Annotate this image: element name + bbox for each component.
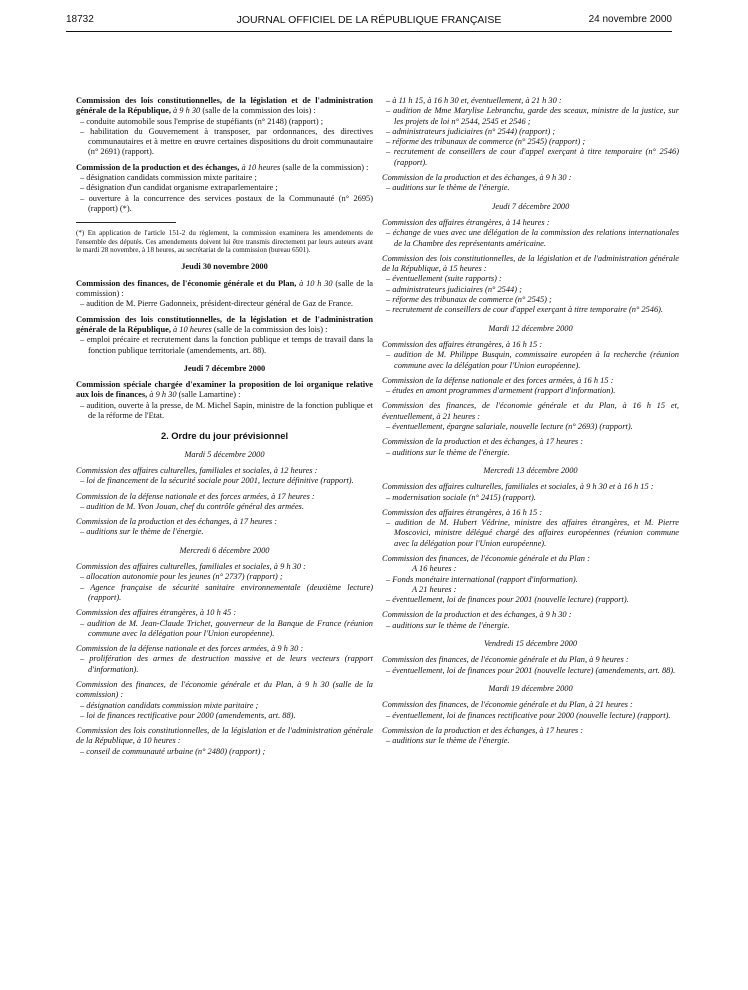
meeting-room: (salle de la commission) : (76, 278, 374, 299)
agenda-entry (382, 376, 679, 397)
time-subheading: A 21 heures : (412, 584, 457, 594)
committee-heading: Commission des affaires étrangères, à 10 h 45 : (76, 608, 237, 618)
agenda-item: – audition de Mme Marylise Lebranchu, garde des sceaux, ministre de la justice, sur les projets de loi n° 2544, 2545 et 2546 ; (386, 106, 679, 126)
agenda-entry (382, 437, 679, 458)
agenda-entry (76, 163, 373, 214)
agenda-item: – auditions sur le thème de l'énergie. (80, 527, 204, 537)
day-heading: Mardi 5 décembre 2000 (184, 449, 265, 459)
committee-name: Commission spéciale chargée d'examiner la proposition de loi organique relative aux lois de finances, (76, 380, 373, 400)
agenda-entry (76, 315, 373, 356)
agenda-item: – études en amont programmes d'armement (rapport d'information). (386, 386, 616, 396)
agenda-entry (382, 508, 679, 549)
committee-heading: Commission des affaires étrangères, à 16 h 15 : (382, 339, 543, 349)
agenda-entry (76, 644, 373, 675)
agenda-entry (382, 700, 679, 721)
agenda-entry (382, 610, 679, 631)
agenda-item: – recrutement de conseillers de cour d'appel exerçant à titre temporaire (n° 2546) (rapport). (386, 147, 679, 167)
committee-heading: Commission des lois constitutionnelles, de la législation et de l'administration générale de la République, à 15 heures : (382, 253, 679, 274)
agenda-item: – loi de finances rectificative pour 2000 (amendements, art. 88). (80, 710, 296, 720)
agenda-entry (76, 380, 373, 421)
agenda-entry (76, 96, 373, 158)
agenda-entry (382, 96, 679, 168)
agenda-entry (382, 340, 679, 371)
meeting-room: (salle de la commission des lois) : (213, 324, 328, 334)
committee-heading: Commission de la production et des échanges, à 9 h 30 : (382, 610, 572, 620)
agenda-item: – désignation candidats commission mixte paritaire ; (80, 700, 259, 710)
left-column (76, 96, 373, 762)
agenda-item: – audition de M. Pierre Gadonneix, président-directeur général de Gaz de France. (80, 299, 354, 309)
agenda-item: – réforme des tribunaux de commerce (n° 2545) ; (386, 295, 552, 305)
agenda-entry (382, 173, 679, 194)
agenda-item: – éventuellement, loi de finances rectificative pour 2000 (nouvelle lecture) (rapport). (386, 710, 671, 720)
agenda-item: – prolifération des armes de destruction massive et de leurs vecteurs (rapport d'information). (80, 654, 373, 674)
footnote: (*) En application de l'article 151-2 du règlement, la commission examinera les amendements de l'ensemble des députés. Ces amendements doivent lui être transmis directement par leurs auteurs avant le mardi 28 novembre, à 18 heures, au secrétariat de la commission (bureau 6501). (76, 229, 373, 255)
committee-heading: Commission de la production et des échanges, à 17 heures : (76, 517, 278, 527)
agenda-entry (382, 482, 679, 503)
agenda-item: – audition, ouverte à la presse, de M. Michel Sapin, ministre de la fonction publique et de la réforme de l'Etat. (80, 400, 373, 421)
agenda-item: – administrateurs judiciaires (n° 2544) (rapport) ; (386, 126, 556, 136)
agenda-item: – loi de financement de la sécurité sociale pour 2001, lecture définitive (rapport). (80, 476, 354, 486)
agenda-item: – administrateurs judiciaires (n° 2544) ; (386, 284, 522, 294)
agenda-item: – Fonds monétaire international (rapport d'information). (386, 574, 578, 584)
agenda-entry (76, 562, 373, 603)
meeting-time: à 9 h 30 (173, 106, 201, 116)
agenda-item: – audition de M. Philippe Busquin, commissaire européen à la recherche (réunion commune avec la délégation pour l'Union européenne). (386, 350, 679, 370)
agenda-entry (382, 254, 679, 316)
agenda-item: – réforme des tribunaux de commerce (n° 2545) (rapport) ; (386, 137, 586, 147)
committee-heading: Commission des finances, de l'économie générale et du Plan, à 16 h 15 et, éventuellement, à 21 heures : (382, 401, 679, 421)
day-heading: Mardi 19 décembre 2000 (488, 683, 573, 693)
committee-heading: Commission de la production et des échanges, à 17 heures : (382, 725, 584, 735)
agenda-item: – éventuellement, épargne salariale, nouvelle lecture (n° 2693) (rapport). (386, 422, 633, 432)
agenda-entry (382, 726, 679, 747)
committee-heading: Commission des affaires culturelles, familiales et sociales, à 9 h 30 : (76, 562, 306, 572)
day-heading: Mardi 12 décembre 2000 (488, 323, 573, 333)
meeting-room: (salle Lamartine) : (178, 390, 241, 400)
meeting-time: à 10 heures (241, 162, 281, 172)
agenda-item: – conduite automobile sous l'emprise de stupéfiants (n° 2148) (rapport) ; (80, 116, 324, 126)
committee-name: Commission des finances, de l'économie générale et du Plan, (76, 278, 297, 288)
agenda-entry (76, 492, 373, 513)
agenda-item: – auditions sur le thème de l'énergie. (386, 620, 510, 630)
agenda-item: – auditions sur le thème de l'énergie. (386, 183, 510, 193)
agenda-entry (76, 726, 373, 757)
agenda-item: – audition de M. Hubert Védrine, ministre des affaires étrangères, et M. Pierre Moscovici, ministre délégué chargé des affaires européennes (réunion commune avec la délégation pour l'Union européenne). (386, 518, 679, 548)
day-heading: Mercredi 6 décembre 2000 (179, 545, 270, 555)
agenda-entry (382, 655, 679, 676)
agenda-entry (76, 517, 373, 538)
issue-date: 24 novembre 2000 (588, 14, 672, 25)
agenda-item: – échange de vues avec une délégation de la commission des relations internationales de la Chambre des représentants américaine. (386, 228, 679, 248)
committee-heading: Commission de la défense nationale et des forces armées, à 9 h 30 : (76, 644, 304, 654)
meeting-time: à 10 heures (173, 324, 212, 334)
page-header (66, 14, 672, 30)
agenda-entry (382, 401, 679, 432)
meeting-room: (salle de la commission) : (282, 162, 369, 172)
agenda-item: – à 11 h 15, à 16 h 30 et, éventuellement, à 21 h 30 : (386, 96, 562, 105)
agenda-item: – audition de M. Yvon Jouan, chef du contrôle général des armées. (80, 501, 304, 511)
committee-heading: Commission de la défense nationale et des forces armées, à 16 h 15 : (382, 375, 614, 385)
meeting-time: à 10 h 30 (299, 278, 333, 288)
footnote-rule (76, 222, 176, 223)
committee-name: Commission des lois constitutionnelles, de la législation et de l'administration générale de la République, (76, 314, 373, 334)
right-column (382, 96, 679, 751)
section-heading: 2. Ordre du jour prévisionnel (160, 431, 289, 442)
committee-heading: Commission des affaires culturelles, familiales et sociales, à 9 h 30 et à 16 h 15 : (382, 482, 654, 492)
agenda-item: – modernisation sociale (n° 2415) (rapport). (386, 492, 536, 502)
meeting-room: (salle de la commission des lois) : (202, 106, 316, 116)
day-heading: Mercredi 13 décembre 2000 (483, 465, 578, 475)
agenda-item: – éventuellement (suite rapports) : (386, 274, 502, 284)
agenda-item: – désignation candidats commission mixte paritaire ; (80, 173, 257, 183)
committee-name: Commission des lois constitutionnelles, de la législation et de l'administration générale de la République, (76, 96, 373, 116)
committee-heading: Commission des finances, de l'économie générale et du Plan : (382, 553, 590, 563)
committee-heading: Commission des affaires étrangères, à 14 heures : (382, 217, 550, 227)
agenda-item: – auditions sur le thème de l'énergie. (386, 447, 510, 457)
committee-heading: Commission des finances, de l'économie générale et du Plan, à 21 heures : (382, 700, 633, 710)
committee-heading: Commission des finances, de l'économie générale et du Plan, à 9 heures : (382, 655, 629, 665)
committee-heading: Commission des finances, de l'économie générale et du Plan, à 9 h 30 (salle de la commission) : (76, 679, 373, 700)
agenda-item: – ouverture à la concurrence des services postaux de la Communauté (n° 2695) (rapport) (*). (80, 193, 373, 213)
committee-heading: Commission des affaires culturelles, familiales et sociales, à 12 heures : (76, 465, 318, 475)
agenda-item: – auditions sur le thème de l'énergie. (386, 736, 510, 746)
header-rule (66, 31, 672, 32)
agenda-item: – Agence française de sécurité sanitaire environnementale (deuxième lecture) (rapport). (80, 582, 373, 602)
time-subheading: A 16 heures : (412, 564, 457, 574)
day-heading: Vendredi 15 décembre 2000 (483, 639, 578, 649)
agenda-entry (76, 466, 373, 487)
committee-heading: Commission de la défense nationale et des forces armées, à 17 heures : (76, 491, 315, 501)
agenda-entry (76, 680, 373, 721)
agenda-item: – désignation d'un candidat organisme extraparlementaire ; (80, 183, 278, 193)
committee-heading: Commission des affaires étrangères, à 16 h 15 : (382, 507, 543, 517)
agenda-item: – allocation autonomie pour les jeunes (n° 2737) (rapport) ; (80, 572, 283, 582)
agenda-entry (76, 608, 373, 639)
page-number: 18732 (66, 14, 94, 25)
agenda-item: – conseil de communauté urbaine (n° 2480) (rapport) ; (80, 746, 266, 756)
committee-heading: Commission de la production et des échanges, à 9 h 30 : (382, 173, 572, 183)
agenda-item: – audition de M. Jean-Claude Trichet, gouverneur de la Banque de France (réunion commune avec la délégation pour l'Union européenne). (80, 618, 373, 638)
agenda-item: – éventuellement, loi de finances pour 2001 (nouvelle lecture) (amendements, art. 88). (386, 665, 676, 675)
meeting-time: à 9 h 30 (149, 390, 177, 400)
agenda-entry (382, 554, 679, 605)
committee-name: Commission de la production et des échanges, (76, 162, 240, 172)
agenda-item: – emploi précaire et recrutement dans la fonction publique et temps de travail dans la fonction publique territoriale (amendements, art. 88). (80, 335, 373, 355)
committee-heading: Commission des lois constitutionnelles, de la législation et de l'administration générale de la République, à 10 heures : (76, 726, 373, 746)
agenda-item: – habilitation du Gouvernement à transposer, par ordonnances, des directives communautaires et à mettre en œuvre certaines dispositions du droit communautaire (n° 2691) (rapport). (80, 126, 373, 157)
day-heading: Jeudi 7 décembre 2000 (183, 363, 266, 373)
day-heading: Jeudi 7 décembre 2000 (491, 201, 570, 211)
journal-title: JOURNAL OFFICIEL DE LA RÉPUBLIQUE FRANÇAISE (236, 14, 502, 26)
committee-heading: Commission de la production et des échanges, à 17 heures : (382, 437, 584, 447)
agenda-entry (382, 218, 679, 249)
day-heading: Jeudi 30 novembre 2000 (181, 262, 268, 272)
agenda-entry (76, 279, 373, 310)
agenda-item: – recrutement de conseillers de cour d'appel exerçant à titre temporaire (n° 2546). (386, 305, 664, 315)
agenda-item: – éventuellement, loi de finances pour 2001 (nouvelle lecture) (rapport). (386, 595, 629, 605)
